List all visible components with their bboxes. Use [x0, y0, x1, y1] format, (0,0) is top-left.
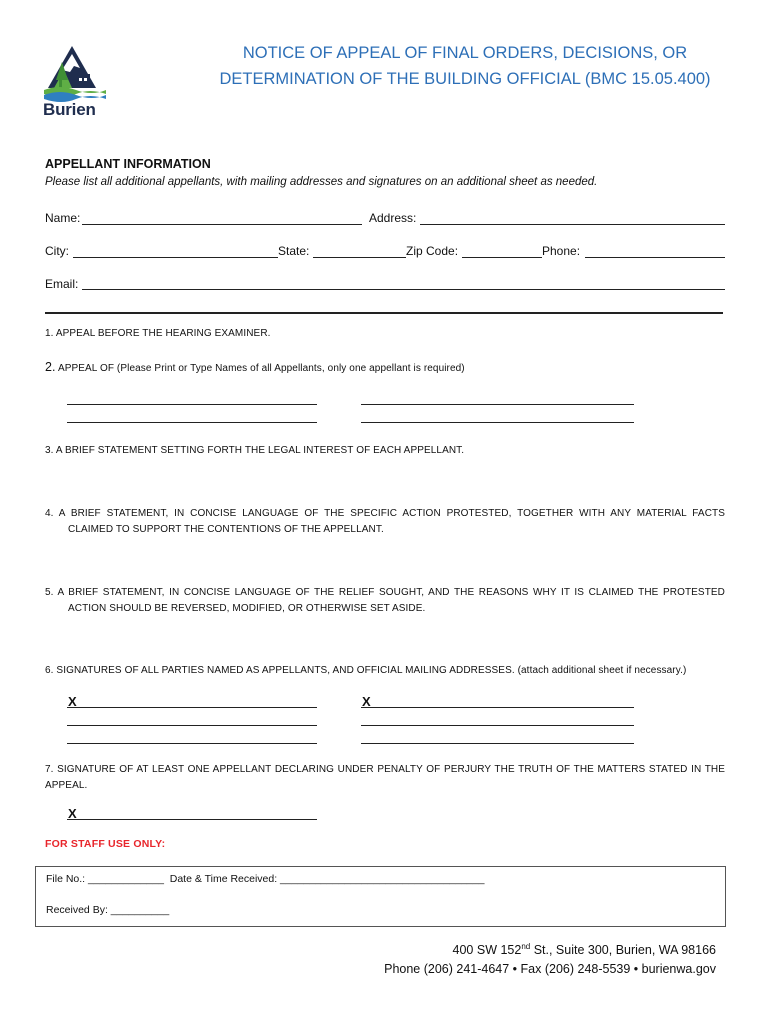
- item-5-line-2: ACTION SHOULD BE REVERSED, MODIFIED, OR OTHERWISE SET ASIDE.: [68, 603, 426, 614]
- footer-contact: [330, 937, 716, 979]
- item-2: [45, 359, 465, 377]
- address-label: Address:: [369, 211, 417, 225]
- footer-address-street: 400 SW 152: [452, 943, 522, 958]
- mailing-address-field-4[interactable]: [361, 743, 634, 744]
- appellant-heading: APPELLANT INFORMATION: [45, 157, 211, 171]
- item-3: 3. A BRIEF STATEMENT SETTING FORTH THE LEGAL INTEREST OF EACH APPELLANT.: [45, 445, 465, 456]
- appellant-name-field-2[interactable]: [361, 404, 634, 405]
- name-label: Name:: [45, 211, 81, 225]
- logo-wordmark: Burien: [43, 100, 96, 119]
- item-2-text: APPEAL OF (Please Print or Type Names of all Appellants, only one appellant is required): [55, 363, 465, 374]
- item-2-number: 2.: [45, 360, 56, 374]
- city-label: City:: [45, 244, 69, 258]
- item-7-line-1: 7. SIGNATURE OF AT LEAST ONE APPELLANT DECLARING UNDER PENALTY OF PERJURY THE TRUTH OF THE MATTERS STATED IN THE: [45, 764, 725, 775]
- city-field[interactable]: [73, 257, 278, 258]
- footer-address: [330, 937, 716, 960]
- mailing-address-field-1[interactable]: [67, 725, 317, 726]
- state-label: State:: [278, 244, 310, 258]
- document-title: [190, 40, 740, 92]
- perjury-x-mark: X: [68, 806, 77, 821]
- staff-use-heading: FOR STAFF USE ONLY:: [45, 838, 166, 850]
- address-field[interactable]: [420, 224, 725, 225]
- section-divider: [45, 312, 723, 314]
- phone-label: Phone:: [542, 244, 581, 258]
- email-field[interactable]: [82, 289, 725, 290]
- item-5-line-1: 5. A BRIEF STATEMENT, IN CONCISE LANGUAGE OF THE RELIEF SOUGHT, AND THE REASONS WHY IT IS CLAIMED THE PROTESTED: [45, 587, 725, 598]
- mailing-address-field-3[interactable]: [67, 743, 317, 744]
- staff-use-box: [35, 866, 726, 927]
- signature-x-mark-2: X: [362, 694, 371, 709]
- appellant-name-field-3[interactable]: [67, 422, 317, 423]
- item-7: [45, 762, 725, 794]
- staff-received-row: Received By: __________: [46, 904, 170, 916]
- footer-address-suffix: nd: [521, 942, 531, 951]
- item-4-line-1: 4. A BRIEF STATEMENT, IN CONCISE LANGUAGE OF THE SPECIFIC ACTION PROTESTED, TOGETHER WITH ANY MATERIAL FACTS: [45, 508, 725, 519]
- signature-x-mark-1: X: [68, 694, 77, 709]
- title-line-2: DETERMINATION OF THE BUILDING OFFICIAL (BMC 15.05.400): [219, 70, 711, 88]
- item-6: 6. SIGNATURES OF ALL PARTIES NAMED AS APPELLANTS, AND OFFICIAL MAILING ADDRESSES. (attach additional sheet if necessary.): [45, 665, 687, 676]
- item-5: [45, 585, 725, 617]
- appellant-instructions: Please list all additional appellants, with mailing addresses and signatures on an additional sheet as needed.: [45, 176, 598, 188]
- footer-address-city: St., Suite 300, Burien, WA 98166: [530, 943, 716, 958]
- email-label: Email:: [45, 277, 79, 291]
- staff-file-row: File No.: _____________ Date & Time Received: ___________________________________: [46, 873, 485, 885]
- appellant-name-field-1[interactable]: [67, 404, 317, 405]
- mailing-address-field-2[interactable]: [361, 725, 634, 726]
- signature-field-2[interactable]: [361, 707, 634, 708]
- zip-field[interactable]: [462, 257, 542, 258]
- name-field[interactable]: [82, 224, 362, 225]
- item-4: [45, 506, 725, 538]
- item-1: 1. APPEAL BEFORE THE HEARING EXAMINER.: [45, 328, 271, 339]
- perjury-signature-field[interactable]: [67, 819, 317, 820]
- phone-field[interactable]: [585, 257, 725, 258]
- appellant-name-field-4[interactable]: [361, 422, 634, 423]
- title-line-1: NOTICE OF APPEAL OF FINAL ORDERS, DECISIONS, OR: [242, 44, 688, 62]
- signature-field-1[interactable]: [67, 707, 317, 708]
- zip-label: Zip Code:: [406, 244, 459, 258]
- item-4-line-2: CLAIMED TO SUPPORT THE CONTENTIONS OF THE APPELLANT.: [68, 524, 384, 535]
- footer-phone-fax-web: Phone (206) 241-4647 • Fax (206) 248-5539 • burienwa.gov: [384, 962, 716, 977]
- item-7-line-2: APPEAL.: [45, 780, 88, 791]
- state-field[interactable]: [313, 257, 406, 258]
